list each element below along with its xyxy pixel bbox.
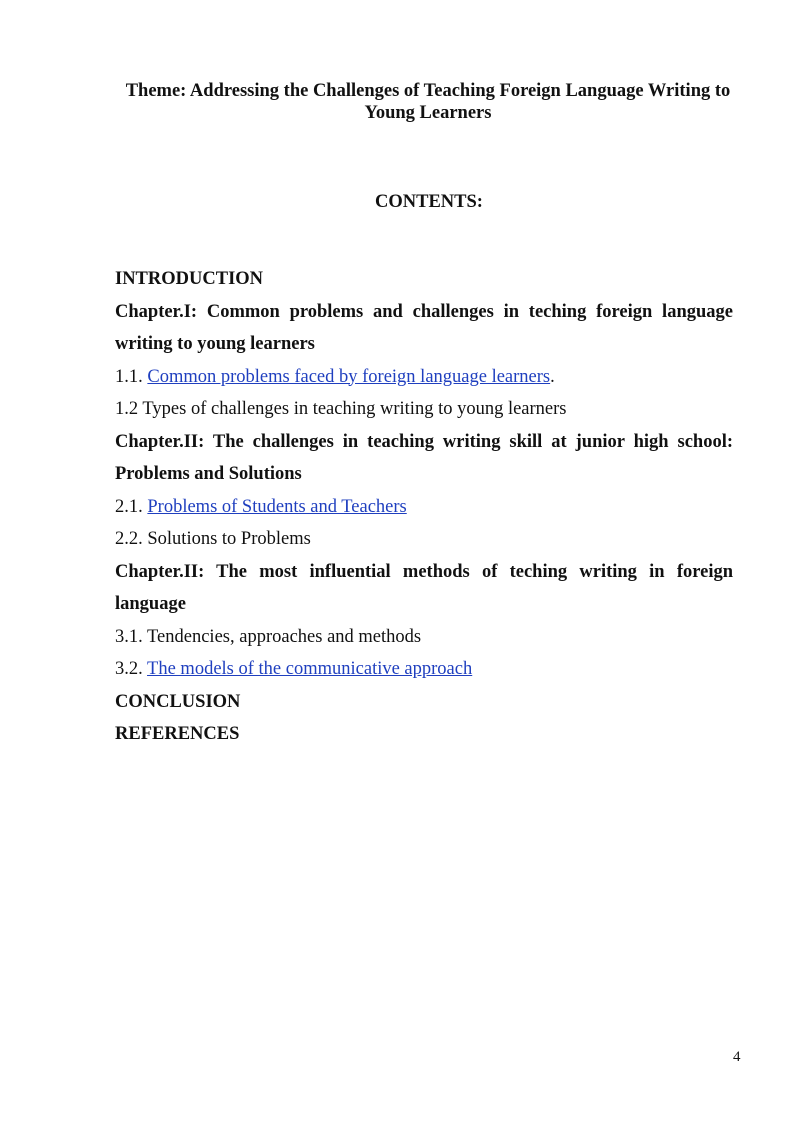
toc-chapter-3-line-2: language: [115, 594, 186, 614]
toc-item-2-1-link[interactable]: Problems of Students and Teachers: [147, 496, 407, 517]
toc-introduction: INTRODUCTION: [115, 269, 264, 289]
toc-item-1-2: 1.2 Types of challenges in teaching writing to young learners: [115, 399, 567, 419]
toc-item-3-2: [115, 653, 733, 686]
toc-chapter-1-line-1: Chapter.I: Common problems and challenges in teching foreign language: [115, 301, 733, 322]
toc-chapter-3-line-1: Chapter.II: The most influential methods of teching writing in foreign: [115, 561, 733, 582]
toc-references: REFERENCES: [115, 724, 240, 744]
toc-chapter-1-line-2: writing to young learners: [115, 334, 315, 354]
toc-item-3-1: 3.1. Tendencies, approaches and methods: [115, 626, 422, 647]
toc-item-2-1: [115, 491, 733, 524]
toc-chapter-2-line-1: Chapter.II: The challenges in teaching writing skill at junior high school:: [115, 431, 733, 452]
toc-item-1-1-link[interactable]: Common problems faced by foreign language learners: [147, 366, 551, 387]
toc-item-3-2-link[interactable]: The models of the communicative approach: [147, 659, 473, 679]
theme-line-1: Theme: Addressing the Challenges of Teaching Foreign Language Writing to: [125, 81, 731, 101]
contents-heading: CONTENTS:: [375, 192, 483, 212]
toc-item-1-1-period: .: [550, 366, 555, 387]
table-of-contents: [115, 263, 733, 751]
page-number: 4: [733, 1049, 741, 1065]
toc-item-1-1-number: 1.1.: [115, 366, 143, 387]
toc-item-2-1-number: 2.1.: [115, 496, 143, 517]
document-theme-title: [100, 80, 756, 124]
toc-chapter-2-line-2: Problems and Solutions: [115, 464, 302, 484]
toc-conclusion: CONCLUSION: [115, 691, 241, 712]
theme-line-2: Young Learners: [364, 103, 492, 123]
toc-item-3-2-number: 3.2.: [115, 659, 143, 679]
toc-item-2-2: 2.2. Solutions to Problems: [115, 529, 311, 549]
toc-item-1-1: [115, 361, 733, 394]
